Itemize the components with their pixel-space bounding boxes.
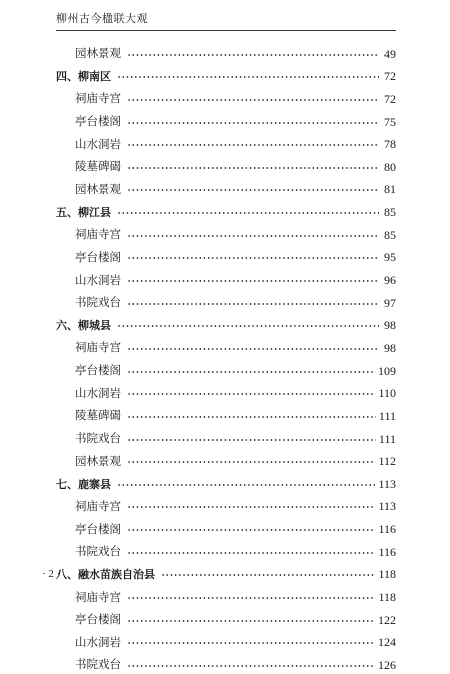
toc-page-number: 118	[378, 590, 396, 605]
toc-entry[interactable]	[56, 629, 396, 652]
toc-entry[interactable]	[56, 176, 396, 199]
toc-page-number: 72	[384, 69, 396, 84]
book-title: 柳州古今楹联大观	[56, 12, 148, 25]
toc-entry[interactable]	[56, 153, 396, 176]
toc-page-number: 111	[378, 408, 396, 423]
toc-page-number: 97	[384, 295, 396, 310]
toc-entry-label: 山水洞岩	[75, 634, 121, 649]
toc-page-number: 122	[378, 612, 396, 627]
toc-entry[interactable]	[56, 515, 396, 538]
dot-leader	[127, 119, 379, 127]
running-header	[56, 6, 396, 31]
toc-page-number: 75	[384, 114, 396, 129]
toc-entry[interactable]	[56, 85, 396, 108]
toc-entry[interactable]	[56, 357, 396, 380]
toc-page-number: 95	[384, 250, 396, 265]
dot-leader	[127, 277, 379, 285]
toc-entry-label: 亭台楼阁	[75, 363, 121, 378]
toc-page-number: 113	[378, 499, 396, 514]
toc-entry[interactable]	[56, 131, 396, 154]
toc-section-label: 七、鹿寨县	[56, 477, 111, 491]
toc-page-number: 72	[384, 91, 396, 106]
toc-entry[interactable]	[56, 651, 396, 674]
dot-leader	[127, 300, 379, 308]
toc-entry-label: 书院戏台	[75, 431, 121, 446]
dot-leader	[127, 390, 375, 398]
toc-entry-label: 亭台楼阁	[75, 249, 121, 264]
dot-leader	[127, 458, 375, 466]
toc-entry[interactable]	[56, 334, 396, 357]
dot-leader	[117, 322, 379, 330]
toc-entry-label: 祠庙寺宫	[75, 340, 121, 355]
dot-leader	[127, 526, 375, 534]
dot-leader	[127, 141, 379, 149]
toc-page-number: 118	[378, 567, 396, 582]
dot-leader	[127, 662, 375, 670]
toc-entry[interactable]	[56, 266, 396, 289]
dot-leader	[117, 73, 379, 81]
toc-entry[interactable]	[56, 380, 396, 403]
dot-leader	[117, 481, 375, 489]
toc-entry[interactable]	[56, 289, 396, 312]
toc-page-number: 110	[378, 386, 396, 401]
toc-section-entry[interactable]	[56, 312, 396, 335]
dot-leader	[127, 232, 379, 240]
toc-entry-label: 亭台楼阁	[75, 114, 121, 129]
dot-leader	[127, 503, 375, 511]
toc-page-number: 109	[378, 363, 396, 378]
toc-page-number: 112	[378, 454, 396, 469]
page-number: · 2 ·	[42, 568, 61, 580]
toc-page-number: 124	[378, 635, 396, 650]
dot-leader	[127, 345, 379, 353]
toc-page-number: 126	[378, 657, 396, 672]
toc-page-number: 80	[384, 159, 396, 174]
toc-entry[interactable]	[56, 425, 396, 448]
toc-page-number: 78	[384, 137, 396, 152]
toc-entry[interactable]	[56, 244, 396, 267]
toc-entry-label: 书院戏台	[75, 657, 121, 672]
dot-leader	[127, 617, 375, 625]
toc-entry-label: 祠庙寺宫	[75, 227, 121, 242]
toc-entry-label: 园林景观	[75, 453, 121, 468]
toc-entry-label: 山水洞岩	[75, 136, 121, 151]
dot-leader	[127, 164, 379, 172]
toc-entry-label: 书院戏台	[75, 295, 121, 310]
dot-leader	[127, 549, 375, 557]
dot-leader	[127, 436, 376, 444]
toc-entry-label: 亭台楼阁	[75, 521, 121, 536]
dot-leader	[127, 186, 379, 194]
toc-entry-label: 亭台楼阁	[75, 612, 121, 627]
toc-page-number: 98	[384, 318, 396, 333]
toc-page-number: 116	[378, 544, 396, 559]
toc-entry-label: 山水洞岩	[75, 385, 121, 400]
toc-page-number: 116	[378, 522, 396, 537]
dot-leader	[127, 594, 375, 602]
dot-leader	[127, 413, 376, 421]
dot-leader	[127, 639, 375, 647]
toc-page-number: 49	[384, 46, 396, 61]
table-of-contents	[56, 40, 396, 674]
toc-page-number: 98	[384, 340, 396, 355]
toc-page-number: 113	[378, 476, 396, 491]
toc-entry[interactable]	[56, 402, 396, 425]
dot-leader	[127, 368, 375, 376]
toc-section-entry[interactable]	[56, 561, 396, 584]
toc-entry-label: 祠庙寺宫	[75, 498, 121, 513]
toc-page-number: 85	[384, 227, 396, 242]
dot-leader	[127, 254, 379, 262]
toc-section-entry[interactable]	[56, 198, 396, 221]
toc-page-number: 81	[384, 182, 396, 197]
toc-entry[interactable]	[56, 448, 396, 471]
toc-entry-label: 祠庙寺宫	[75, 91, 121, 106]
dot-leader	[127, 96, 379, 104]
toc-entry-label: 陵墓碑碣	[75, 159, 121, 174]
toc-entry-label: 陵墓碑碣	[75, 408, 121, 423]
toc-entry[interactable]	[56, 583, 396, 606]
dot-leader	[161, 571, 375, 579]
toc-entry-label: 园林景观	[75, 181, 121, 196]
toc-section-label: 六、柳城县	[56, 319, 111, 333]
toc-entry[interactable]	[56, 538, 396, 561]
toc-entry[interactable]	[56, 108, 396, 131]
toc-page-number: 85	[384, 205, 396, 220]
toc-entry[interactable]	[56, 606, 396, 629]
toc-section-label: 四、柳南区	[56, 70, 111, 84]
toc-entry[interactable]	[56, 493, 396, 516]
dot-leader	[127, 51, 379, 59]
toc-section-label: 五、柳江县	[56, 206, 111, 220]
toc-section-entry[interactable]	[56, 470, 396, 493]
toc-section-label: 八、融水苗族自治县	[56, 568, 155, 582]
toc-page-number: 111	[378, 431, 396, 446]
toc-section-entry[interactable]	[56, 63, 396, 86]
toc-entry-label: 园林景观	[75, 46, 121, 61]
toc-page-number: 96	[384, 273, 396, 288]
toc-entry-label: 书院戏台	[75, 544, 121, 559]
toc-entry[interactable]	[56, 40, 396, 63]
toc-entry-label: 山水洞岩	[75, 272, 121, 287]
toc-entry[interactable]	[56, 221, 396, 244]
toc-entry-label: 祠庙寺宫	[75, 589, 121, 604]
dot-leader	[117, 209, 379, 217]
